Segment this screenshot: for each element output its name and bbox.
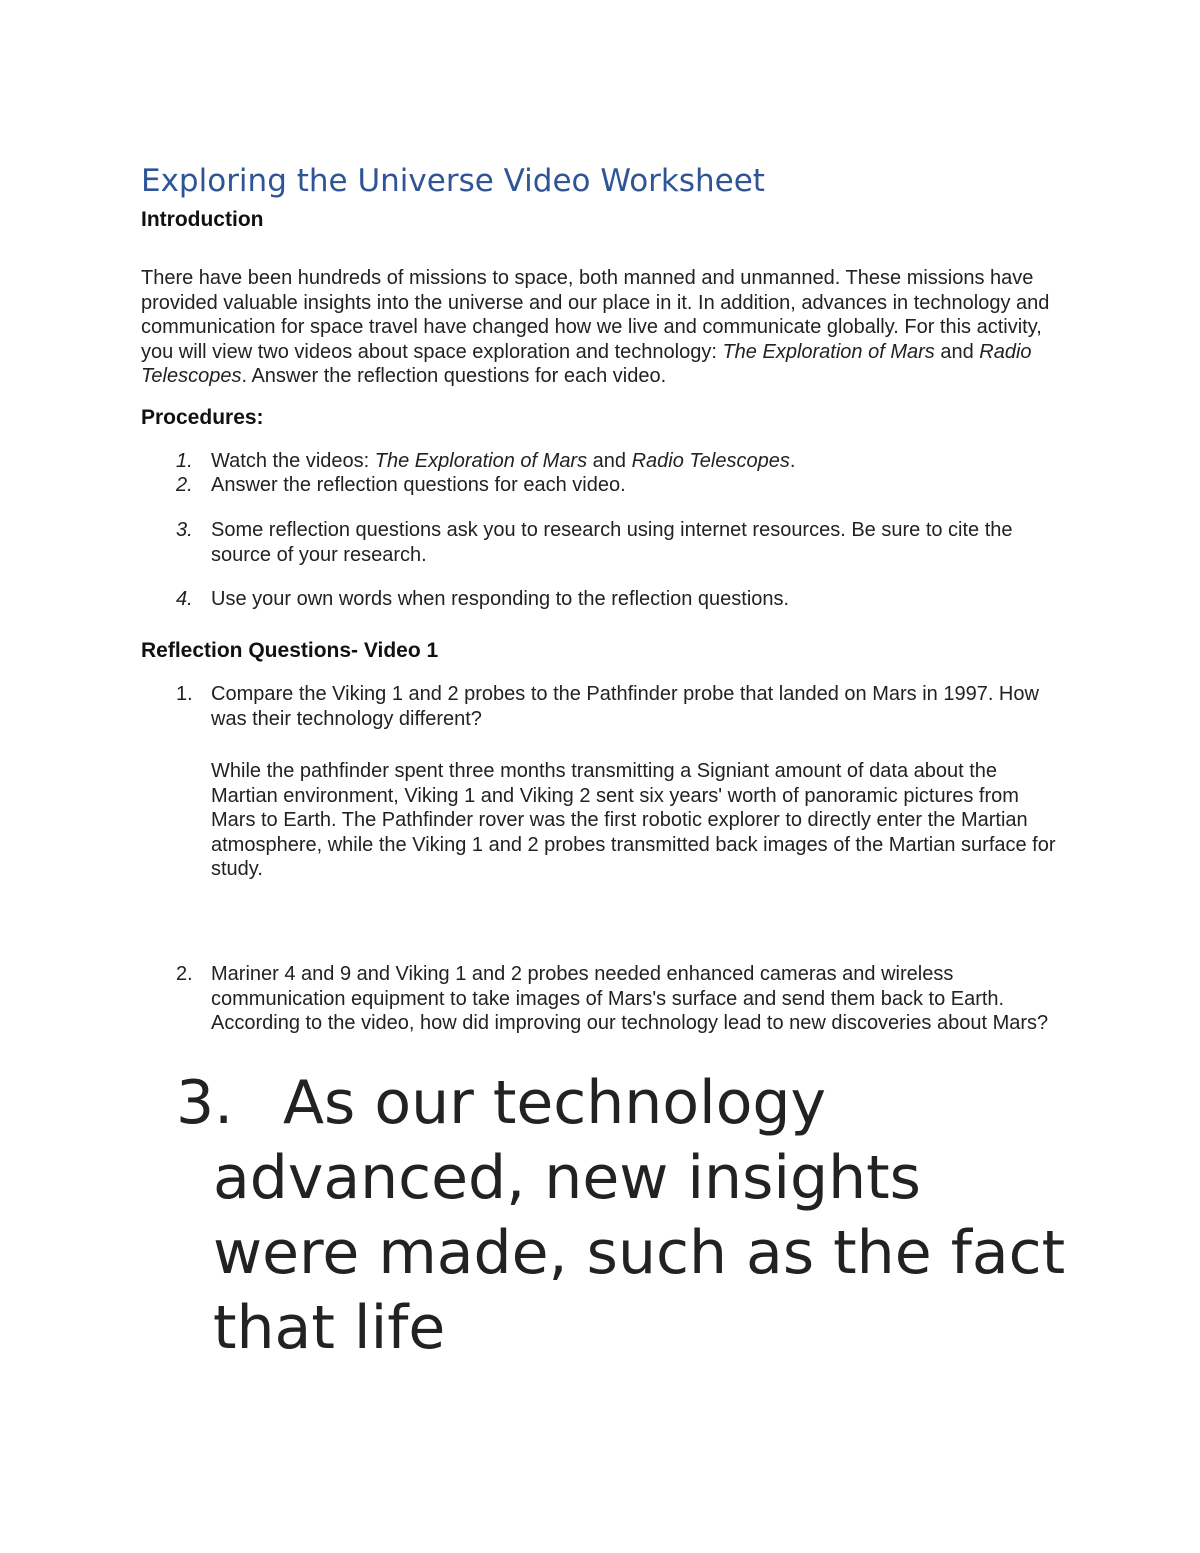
question-item	[176, 682, 1056, 731]
page-title: Exploring the Universe Video Worksheet	[141, 163, 765, 199]
question-text: Compare the Viking 1 and 2 probes to the Pathfinder probe that landed on Mars in 1997. How was their technology different?	[211, 683, 1039, 730]
procedure-item	[176, 473, 1056, 498]
procedure-text-part: and	[587, 450, 632, 472]
procedure-text: Answer the reflection questions for each video.	[211, 474, 626, 496]
introduction-text: There have been hundreds of missions to space, both manned and unmanned. These missions have provided valuable insights into the universe and our place in it. In addition, advances in technology and communication for space travel have changed how we live and communicate globally. For this activity, you will view two videos about space exploration and technology:	[141, 267, 1050, 363]
large-answer-text: As our technology advanced, new insights were made, such as the fact that life	[213, 1068, 1066, 1363]
procedure-text-part: .	[789, 450, 796, 472]
procedure-item	[176, 518, 1056, 567]
procedure-number: 4.	[176, 588, 193, 610]
video-title-mars: The Exploration of Mars	[722, 340, 935, 363]
answer-text: While the pathfinder spent three months transmitting a Signiant amount of data about the Martian environment, Viking 1 and Viking 2 sent six years' worth of panoramic pictures from Mars to Earth. The Pathfinder rover was the first robotic explorer to directly enter the Martian atmosphere, while the Viking 1 and 2 probes transmitted back images of the Martian surface for study.	[211, 760, 1056, 881]
question-number: 2.	[176, 963, 193, 985]
procedure-item	[176, 587, 1056, 612]
video-title-radio: Radio Telescopes	[631, 450, 790, 472]
video-title-radio: Radio Telescopes	[141, 340, 1032, 388]
introduction-and: and	[934, 340, 980, 363]
procedure-text: Some reflection questions ask you to research using internet resources. Be sure to cite the source of your research.	[211, 519, 1013, 566]
large-answer-number: 3.	[176, 1068, 234, 1138]
procedure-number: 2.	[176, 474, 193, 496]
introduction-heading: Introduction	[141, 208, 264, 231]
procedure-number: 1.	[176, 450, 193, 472]
video-title-mars: The Exploration of Mars	[374, 450, 588, 472]
procedure-number: 3.	[176, 519, 193, 541]
question-number: 1.	[176, 683, 193, 705]
introduction-paragraph	[141, 266, 1056, 389]
procedures-heading: Procedures:	[141, 406, 264, 429]
procedure-text	[211, 449, 1056, 474]
reflection-heading: Reflection Questions- Video 1	[141, 639, 439, 662]
large-answer	[176, 1066, 1076, 1366]
question-text: Mariner 4 and 9 and Viking 1 and 2 probes needed enhanced cameras and wireless communication equipment to take images of Mars's surface and send them back to Earth. According to the video, how did improving our technology lead to new discoveries about Mars?	[211, 963, 1049, 1035]
introduction-text-end: . Answer the reflection questions for each video.	[241, 365, 667, 388]
procedure-text: Use your own words when responding to the reflection questions.	[211, 588, 790, 610]
procedure-item	[176, 449, 1056, 474]
procedure-text-part: Watch the videos:	[211, 450, 375, 472]
question-item	[176, 962, 1056, 1036]
